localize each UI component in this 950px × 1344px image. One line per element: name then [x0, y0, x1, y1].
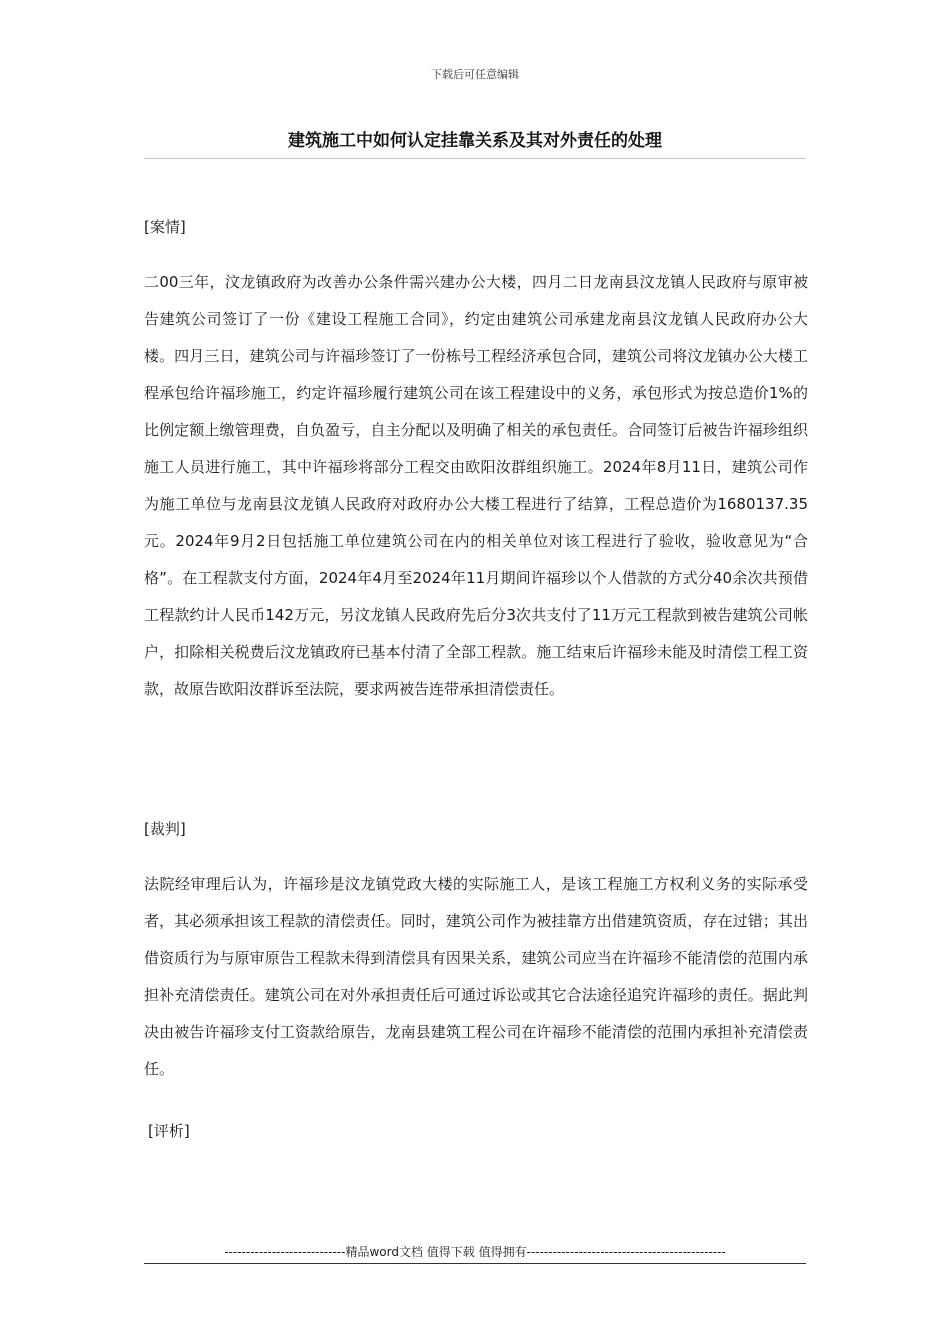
page-header-note: 下载后可任意编辑 — [431, 68, 519, 81]
section-heading-analysis: [评析] — [148, 1122, 190, 1140]
document-title: 建筑施工中如何认定挂靠关系及其对外责任的处理 — [288, 131, 662, 151]
section-heading-judgment: [裁判] — [144, 820, 186, 838]
footer-divider — [144, 1263, 806, 1264]
section-heading-case: [案情] — [144, 218, 186, 236]
title-divider — [144, 158, 806, 159]
section-body-case: 二00三年，汶龙镇政府为改善办公条件需兴建办公大楼，四月二日龙南县汶龙镇人民政府与原审被告建筑公司签订了一份《建设工程施工合同》，约定由建筑公司承建龙南县汶龙镇人民政府办公大楼。四月三日，建筑公司与许福珍签订了一份栋号工程经济承包合同，建筑公司将汶龙镇办公大楼工程承包给许福珍施工，约定许福珍履行建筑公司在该工程建设中的义务，承包形式为按总造价1%的比例定额上缴管理费，自负盈亏，自主分配以及明确了相关的承包责任。合同签订后被告许福珍组织施工人员进行施工，其中许福珍将部分工程交由欧阳汝群组织施工。2024年8月11日，建筑公司作为施工单位与龙南县汶龙镇人民政府对政府办公大楼工程进行了结算，工程总造价为1680137.35元。2024年9月2日包括施工单位建筑公司在内的相关单位对该工程进行了验收，验收意见为“合格”。在工程款支付方面，2024年4月至2024年11月期间许福珍以个人借款的方式分40余次共预借工程款约计人民币142万元，另汶龙镇人民政府先后分3次共支付了11万元工程款到被告建筑公司帐户，扣除相关税费后汶龙镇政府已基本付清了全部工程款。施工结束后许福珍未能及时清偿工程工资款，故原告欧阳汝群诉至法院，要求两被告连带承担清偿责任。 — [144, 273, 808, 698]
footer-text: ----------------------------精品word文档 值得下载 值得拥有---------------------------------------------- — [224, 1245, 726, 1259]
section-body-judgment: 法院经审理后认为，许福珍是汶龙镇党政大楼的实际施工人，是该工程施工方权利义务的实际承受者，其必须承担该工程款的清偿责任。同时，建筑公司作为被挂靠方出借建筑资质，存在过错；其出借资质行为与原审原告工程款未得到清偿具有因果关系，建筑公司应当在许福珍不能清偿的范围内承担补充清偿责任。建筑公司在对外承担责任后可通过诉讼或其它合法途径追究许福珍的责任。据此判决由被告许福珍支付工资款给原告，龙南县建筑工程公司在许福珍不能清偿的范围内承担补充清偿责任。 — [144, 875, 808, 1078]
